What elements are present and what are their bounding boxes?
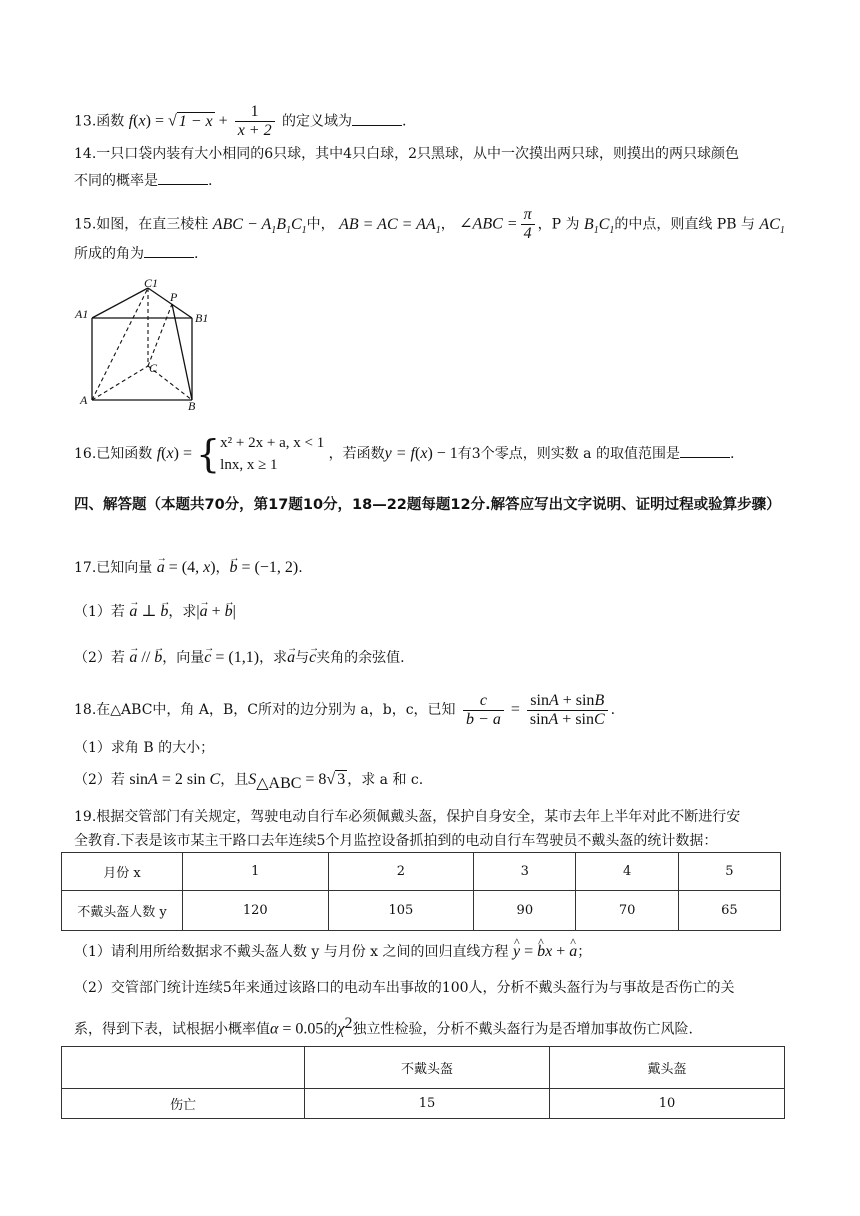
table-row [62,1047,785,1089]
table-cell: 2 [328,853,474,891]
label-b1: B1 [195,311,209,325]
table-cell: 105 [328,891,474,931]
question-15-line2 [74,243,198,264]
q15-text-d: ，P 为 [537,216,580,233]
label-p: P [170,290,178,304]
q16-case1: x² + 2x + a, x < 1 [220,435,325,451]
question-19-part1: （1）请利用所给数据求不戴头盔人数 y 与月份 x 之间的回归直线方程 ^ y = ^ bx + ^ a； [74,942,591,962]
q17-stem-text: 17.已知向量 [74,560,153,576]
q13-prefix: 13.函数 [74,113,125,130]
answer-blank[interactable] [680,443,730,458]
q15-text-a: 15.如图，在直三棱柱 [74,216,209,233]
q16-end: . [729,446,735,462]
table-header: 不戴头盔 [305,1047,550,1089]
table-cell: 15 [305,1089,550,1119]
question-19-part2-line1: （2）交管部门统计连续5年来通过该路口的电动车出事故的100人，分析不戴头盔行为与事故是否伤亡的关 [74,980,735,996]
question-18-stem: 18.在△ABC中，角 A，B，C所对的边分别为 a，b，c，已知 $\frac{c}{b - a}$ = $\frac{\sin A + \sin B}{\sin A + \sin C}$ . [74,691,616,728]
question-13: 13.函数 f(x) = √ 1 − x + $\frac{1}{x + 2}$ 的定义域为 . [74,103,407,139]
row-header: 月份 x [62,853,183,891]
table-cell: 65 [678,891,780,931]
table-cell: 1 [183,853,329,891]
q15-text-c: ， [440,216,455,233]
question-19-line2: 全教育.下表是该市某主干路口去年连续5个月监控设备抓拍到的电动自行车驾驶员不戴头盔的统计数据： [74,833,718,849]
table-row [62,891,781,931]
q13-formula: f [128,112,134,130]
q17-part1-b: ，求 [168,604,197,620]
table-row [62,853,781,891]
table-row [62,1089,785,1119]
question-18-part1: （1）求角 B 的大小； [74,740,215,756]
q19-part2-c: 独立性检验，分析不戴头盔行为是否增加事故伤亡风险. [352,1021,693,1038]
question-16: 16.已知函数 f(x) = { x² + 2x + a, x < 1 lnx, x ≥ 1 ，若函数y = f(x) − 1有3个零点，则实数 a 的取值范围是 . [74,432,735,476]
table-cell: 70 [576,891,678,931]
q16-after: 有3个零点，则实数 a 的取值范围是 [457,446,680,462]
q19-part1-text: （1）请利用所给数据求不戴头盔人数 y 与月份 x 之间的回归直线方程 [74,944,509,960]
q15-line2-text: 所成的角为 [74,246,144,262]
q18-part2-c: ，求 a 和 c. [347,772,424,788]
table-cell: 90 [474,891,576,931]
piecewise-cases [220,432,324,476]
q17-part2-b: ，向量 [162,650,205,666]
data-table-injury [61,1046,785,1119]
q13-fraction: $\frac{1}{x + 2}$ [235,103,275,140]
answer-blank[interactable] [144,243,194,258]
question-14-line2 [74,170,212,191]
table-header [62,1047,305,1089]
table-cell: 4 [576,853,678,891]
label-a1: A1 [75,307,89,321]
question-17-stem: 17.已知向量 → a = (4, x)，→ b = (−1, 2). [74,558,303,578]
q14-end: . [208,173,213,189]
q16-case2: lnx, x ≥ 1 [220,457,278,473]
q15-text-b: 中， [306,216,335,233]
q13-end: . [402,113,407,130]
label-a: A [80,393,88,407]
prism-figure [70,276,220,416]
q17-part2-c: ，求 [259,650,288,666]
question-15-line1: 15.如图，在直三棱柱 ABC − $A_1B_1C_1$中， AB = AC = $AA_1$， ∠ABC = $\frac{\pi}{4}$ ，P 为 $B_1C_1$的中点，则直线 PB 与 $AC_1$ [74,206,785,242]
q18-part2-a: （2）若 [74,772,125,788]
question-19-line1: 19.根据交管部门有关规定，驾驶电动自行车必须佩戴头盔，保护自身安全，某市去年上半年对此不断进行安 [74,809,741,825]
q18-stem-text: 18.在△ABC中，角 A，B，C所对的边分别为 a，b，c，已知 [74,702,456,718]
answer-blank[interactable] [352,111,402,126]
question-18-part2: （2）若 sinA = 2 sin C，且$S_{\triangle ABC} = 8√$ 3 ，求 a 和 c. [74,771,424,792]
answer-blank[interactable] [158,170,208,185]
q17-part2-text: （2）若 [74,650,125,666]
label-c1: C1 [144,276,159,290]
question-14-line1: 14.一只口袋内装有大小相同的6只球，其中4只白球，2只黑球，从中一次摸出两只球，则摸出的两只球颜色 [74,146,739,162]
q18-part2-b: ，且 [220,772,249,788]
section-heading: 四、解答题（本题共70分，第17题10分，18—22题每题12分.解答应写出文字说明、证明过程或验算步骤） [74,497,781,513]
data-table-months [61,852,781,931]
table-cell: 10 [550,1089,785,1119]
q16-prefix: 16.已知函数 [74,446,153,462]
q14-line2-text: 不同的概率是 [74,173,158,189]
row-header: 伤亡 [62,1089,305,1119]
q13-suffix: 的定义域为 [282,113,353,130]
table-cell: 3 [474,853,576,891]
question-17-part1: （1）若 → a ⊥ → b，求|→ a + → b| [74,602,236,622]
q17-part2-d: 与 [295,650,310,666]
label-c: C [149,361,158,375]
table-cell: 120 [183,891,329,931]
row-header: 不戴头盔人数 y [62,891,183,931]
brace-icon: { [195,432,221,476]
q19-part1-end: ； [577,944,592,960]
q19-part2-a: 系，得到下表，试根据小概率值 [74,1021,270,1038]
label-b: B [188,399,196,413]
q16-middle: ，若函数 [328,446,385,462]
table-header: 戴头盔 [550,1047,785,1089]
table-cell: 5 [678,853,780,891]
q19-part2-b: 的 [323,1021,338,1038]
question-19-part2-line2: 系，得到下表，试根据小概率值α = 0.05的$\chi^2$独立性检验，分析不戴头盔行为是否增加事故伤亡风险. [74,1015,693,1038]
question-17-part2: （2）若 → a // → b，向量→ c = (1,1)，求→ a与→ c夹角的余弦值. [74,648,405,668]
q15-end: . [194,246,199,262]
q15-text-e: 的中点，则直线 PB 与 [614,216,755,233]
q17-part1-text: （1）若 [74,604,125,620]
q17-part2-e: 夹角的余弦值. [316,650,405,666]
